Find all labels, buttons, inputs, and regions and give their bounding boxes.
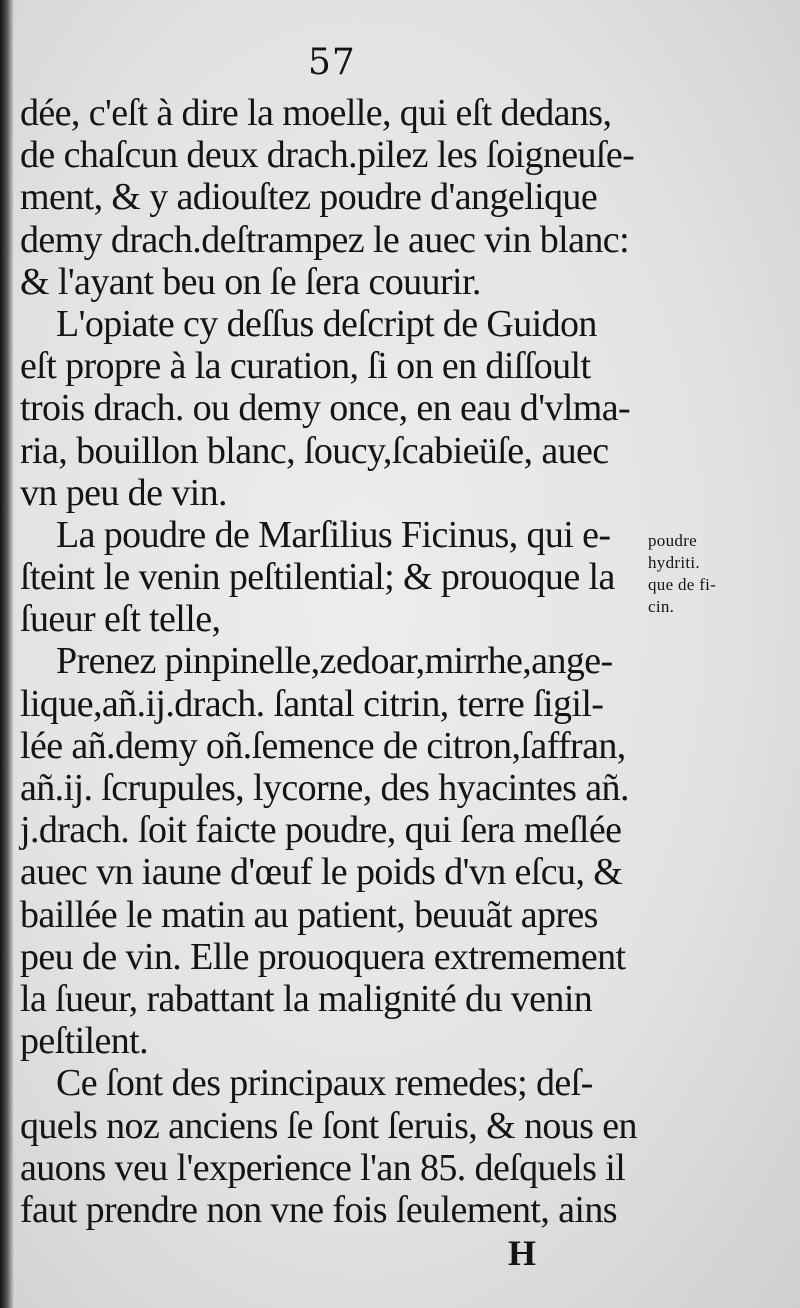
text-line: ment, & y adiouſtez poudre d'angelique: [20, 176, 598, 219]
text-line: L'opiate cy deſſus deſcript de Guidon: [56, 302, 597, 345]
text-line: peu de vin. Elle prouoquera extremement: [20, 935, 626, 978]
text-line: lée añ.demy oñ.ſemence de citron,ſaffran,: [20, 724, 626, 767]
signature-mark: H: [508, 1233, 537, 1273]
text-line: demy drach.deſtrampez le auec vin blanc:: [20, 218, 630, 261]
text-line: ria, bouillon blanc, ſoucy,ſcabieüſe, auec: [20, 429, 609, 472]
text-line: quels noz anciens ſe ſont ſeruis, & nous en: [20, 1104, 637, 1147]
text-line: eſt propre à la curation, ſi on en diſſoult: [20, 345, 591, 388]
marginal-note: [648, 530, 738, 618]
text-line: Ce ſont des principaux remedes; deſ-: [56, 1062, 593, 1105]
text-line: & l'ayant beu on ſe ſera couurir.: [20, 260, 481, 303]
marginal-note-line: hydriti.: [648, 553, 700, 572]
text-line: auons veu l'experience l'an 85. deſquels il: [20, 1146, 626, 1189]
text-line: la ſueur, rabattant la malignité du venin: [20, 977, 593, 1020]
text-line: auec vn iaune d'œuf le poids d'vn eſcu, &: [20, 851, 623, 894]
text-line: baillée le matin au patient, beuuãt apres: [20, 893, 598, 936]
page-edge-shadow: [0, 0, 14, 1308]
body-text: [20, 92, 642, 1231]
text-line: ſueur eſt telle,: [20, 598, 221, 641]
text-line: de chaſcun deux drach.pilez les ſoigneuſe-: [20, 134, 635, 177]
text-line: faut prendre non vne fois ſeulement, ains: [20, 1188, 617, 1231]
text-line: peſtilent.: [20, 1020, 149, 1063]
marginal-note-line: poudre: [648, 531, 698, 550]
text-line: ſteint le venin peſtilential; & prouoque la: [20, 556, 615, 599]
marginal-note-line: que de fi-: [648, 575, 717, 594]
text-line: j.drach. ſoit faicte poudre, qui ſera meſlée: [20, 809, 622, 852]
text-line: dée, c'eſt à dire la moelle, qui eſt dedans,: [20, 92, 612, 134]
text-line: La poudre de Marſilius Ficinus, qui e-: [56, 513, 611, 556]
text-line: lique,añ.ij.drach. ſantal citrin, terre ſigil-: [20, 682, 604, 725]
marginal-note-line: cin.: [648, 597, 675, 616]
text-line: Prenez pinpinelle,zedoar,mirrhe,ange-: [56, 640, 613, 683]
text-line: vn peu de vin.: [20, 471, 227, 514]
text-line: trois drach. ou demy once, en eau d'vlma-: [20, 387, 631, 430]
page-number: 57: [308, 42, 356, 83]
text-line: añ.ij. ſcrupules, lycorne, des hyacintes añ.: [20, 767, 629, 809]
